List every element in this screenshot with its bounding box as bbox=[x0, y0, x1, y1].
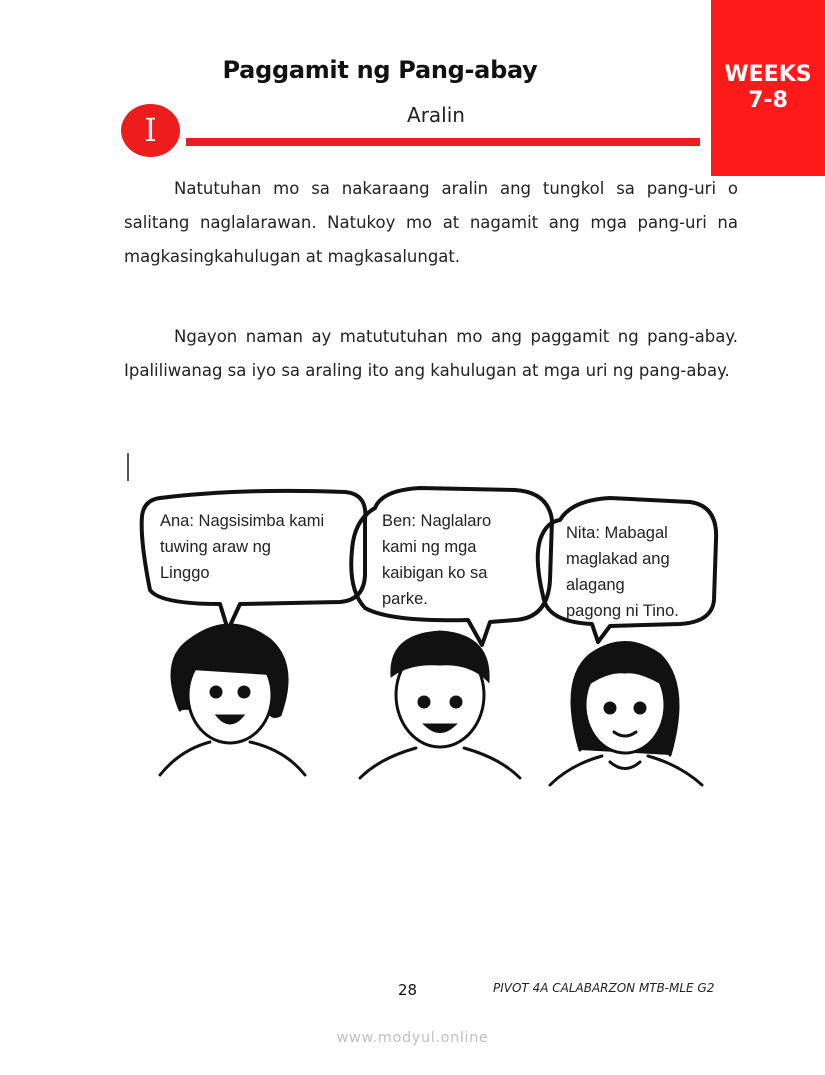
watermark-url: www.modyul.online bbox=[336, 1030, 489, 1046]
paragraph-text-2: Ngayon naman ay matututuhan mo ang paggamit ng pang-abay. Ipaliliwanag sa iyo sa araling ito ang kahulugan at mga uri ng pang-abay. bbox=[124, 327, 738, 380]
weeks-range: 7-8 bbox=[748, 88, 788, 113]
bubble-text-ana: Ana: Nagsisimba kami tuwing araw ng Linggo bbox=[160, 512, 325, 582]
paragraph-text-1: Natutuhan mo sa nakaraang aralin ang tungkol sa pang-uri o salitang naglalarawan. Natukoy mo at nagamit ang mga pang-uri na magkasingkahulugan at magkasalungat. bbox=[124, 179, 738, 266]
source-credit: PIVOT 4A CALABARZON MTB-MLE G2 bbox=[493, 981, 715, 995]
child-ana-drawing bbox=[160, 625, 305, 775]
page-title: Paggamit ng Pang-abay bbox=[222, 56, 538, 84]
section-divider bbox=[186, 138, 700, 146]
lesson-paragraph bbox=[124, 320, 738, 388]
section-letter-badge: I bbox=[121, 104, 180, 157]
bubble-text-ben: Ben: Naglalaro kami ng mga kaibigan ko sa parke. bbox=[382, 512, 492, 608]
intro-paragraph bbox=[124, 172, 738, 274]
child-ben-drawing bbox=[360, 632, 520, 778]
page-number: 28 bbox=[398, 981, 418, 999]
weeks-badge bbox=[711, 0, 825, 176]
text-cursor-mark bbox=[127, 453, 129, 481]
child-nita-drawing bbox=[550, 643, 702, 786]
bubble-text-nita: Nita: Mabagal maglakad ang alagang pagong ni Tino. bbox=[566, 524, 679, 620]
weeks-label: WEEKS bbox=[724, 62, 812, 87]
section-label: Aralin bbox=[407, 103, 465, 127]
children-conversation-illustration bbox=[120, 480, 720, 800]
speech-bubble-nita bbox=[538, 498, 716, 642]
